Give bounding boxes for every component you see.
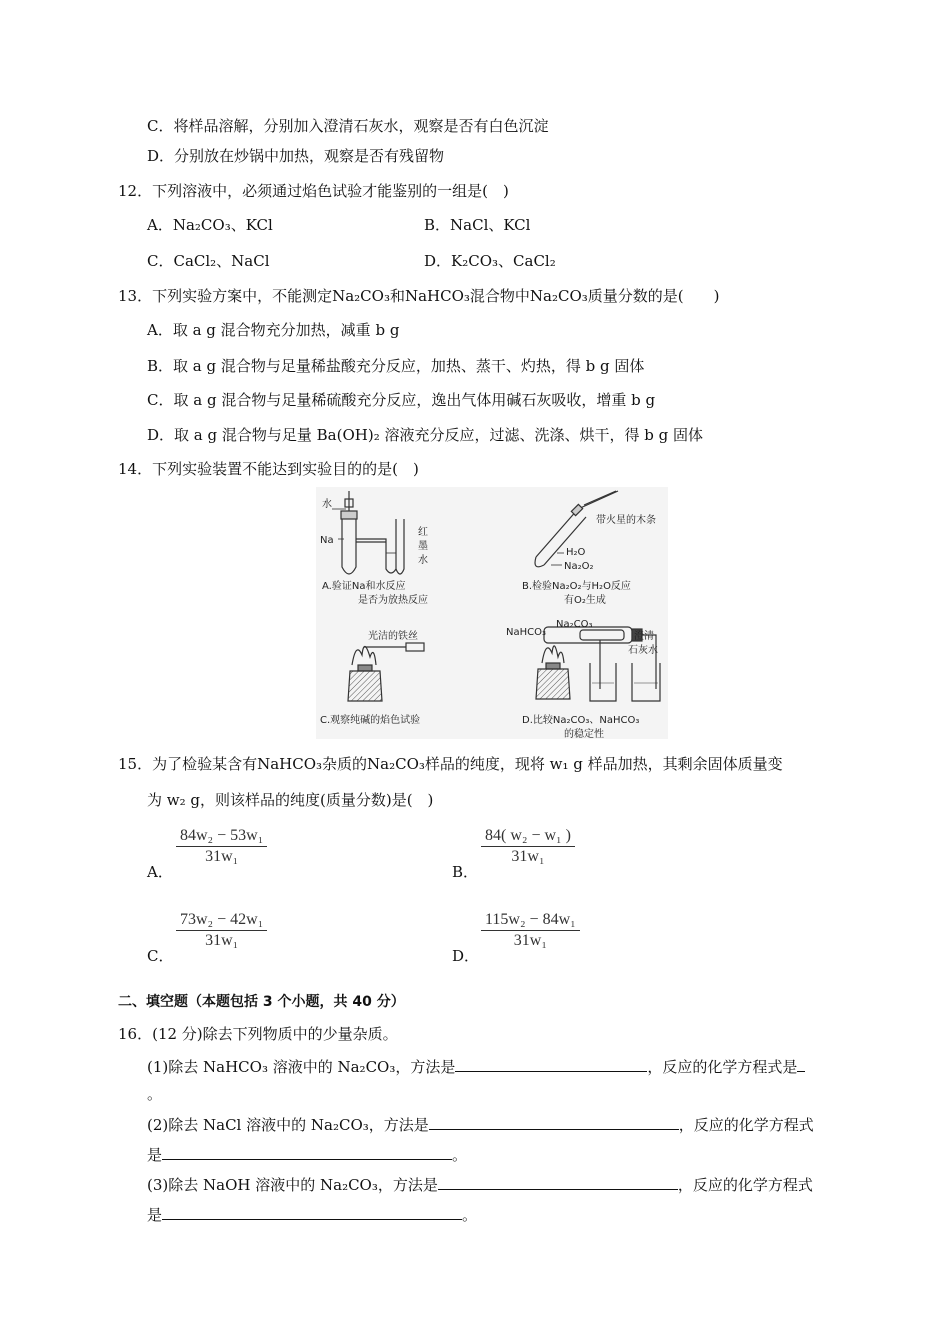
q16-part1 — [147, 1056, 805, 1077]
q13-stem: 13．下列实验方案中，不能测定Na₂CO₃和NaHCO₃混合物中Na₂CO₃质量分数的是( ) — [118, 287, 720, 305]
q15-option-a-label: A． — [147, 863, 173, 881]
q16-part3 — [147, 1174, 813, 1195]
q11-option-d: D．分别放在炒锅中加热，观察是否有残留物 — [147, 147, 445, 165]
q14-stem: 14．下列实验装置不能达到实验目的的是( ) — [118, 460, 419, 478]
q12-option-d: D．K₂CO₃、CaCl₂ — [424, 252, 556, 270]
section-2-heading: 二、填空题（本题包括 3 个小题，共 40 分） — [118, 994, 405, 1010]
q16-part3-prefix: (3)除去 NaOH 溶液中的 Na₂CO₃，方法是 — [147, 1176, 438, 1194]
q15-option-a-fraction — [176, 826, 267, 867]
q13-option-b: B．取 a g 混合物与足量稀盐酸充分反应，加热、蒸干、灼热，得 b g 固体 — [147, 357, 645, 375]
label-b-h2o: H₂O — [566, 547, 586, 558]
q13-option-d: D．取 a g 混合物与足量 Ba(OH)₂ 溶液充分反应，过滤、洗涤、烘干，得 b g 固体 — [147, 426, 703, 444]
panel-c — [348, 643, 424, 701]
q15-a-numerator: 84w₂ − 53w₁ — [176, 826, 267, 847]
q16-part2-line2 — [147, 1144, 467, 1165]
q15-c-numerator: 73w₂ − 42w₁ — [176, 910, 267, 931]
q15-option-b-label: B． — [452, 863, 479, 881]
q16-part1-end: 。 — [147, 1085, 163, 1103]
q16-part2-middle: ，反应的化学方程式 — [678, 1116, 814, 1134]
caption-a-1: A.验证Na和水反应 — [322, 581, 406, 592]
q16-part2-end: 。 — [452, 1146, 468, 1164]
q13-option-c: C．取 a g 混合物与足量稀硫酸充分反应，逸出气体用碱石灰吸收，增重 b g — [147, 391, 656, 409]
q15-option-d-label: D． — [452, 947, 480, 965]
q16-stem: 16．(12 分)除去下列物质中的少量杂质。 — [118, 1025, 398, 1043]
q16-part2-equation-blank[interactable] — [162, 1144, 452, 1160]
caption-b-2: 有O₂生成 — [564, 595, 606, 606]
caption-d-2: 的稳定性 — [564, 729, 604, 739]
apparatus-figure — [316, 487, 668, 739]
q15-option-b-fraction — [481, 826, 575, 867]
q15-option-c-fraction — [176, 910, 267, 951]
q16-part1-middle: ，反应的化学方程式是 — [647, 1058, 798, 1076]
q16-part1-method-blank[interactable] — [455, 1056, 647, 1072]
label-b-splint: 带火星的木条 — [596, 515, 656, 526]
label-d-na2co3: Na₂CO₃ — [556, 619, 593, 630]
q15-b-numerator: 84( w₂ − w₁ ) — [481, 826, 575, 847]
q16-part2-method-blank[interactable] — [429, 1114, 679, 1130]
label-a-ink-1: 红 — [418, 527, 428, 538]
q15-option-d-fraction — [481, 910, 580, 951]
q15-option-c-label: C． — [147, 947, 174, 965]
q15-stem-line2: 为 w₂ g，则该样品的纯度(质量分数)是( ) — [147, 791, 434, 809]
caption-d-1: D.比较Na₂CO₃、NaHCO₃ — [522, 715, 640, 726]
panel-a — [332, 491, 404, 574]
q16-part3-end: 。 — [462, 1206, 478, 1224]
q12-option-a: A．Na₂CO₃、KCl — [147, 216, 273, 234]
q15-d-denominator: 31w₁ — [513, 932, 547, 949]
q13-option-a: A．取 a g 混合物充分加热，减重 b g — [147, 321, 400, 339]
label-a-na: Na — [320, 535, 334, 546]
caption-b-1: B.检验Na₂O₂与H₂O反应 — [522, 581, 631, 592]
label-c-wire: 光洁的铁丝 — [368, 631, 418, 642]
label-a-water: 水 — [322, 499, 332, 510]
q16-part3-method-blank[interactable] — [438, 1174, 678, 1190]
label-d-nahco3: NaHCO₃ — [506, 627, 546, 638]
q12-stem: 12．下列溶液中，必须通过焰色试验才能鉴别的一组是( ) — [118, 182, 509, 200]
label-a-ink-2: 墨 — [418, 541, 428, 552]
q15-c-denominator: 31w₁ — [205, 932, 239, 949]
caption-c: C.观察纯碱的焰色试验 — [320, 715, 421, 726]
label-d-lime-1: 澄清 — [634, 631, 654, 642]
q16-part3-shi: 是 — [147, 1206, 163, 1224]
q16-part2-prefix: (2)除去 NaCl 溶液中的 Na₂CO₃，方法是 — [147, 1116, 429, 1134]
q16-part1-equation-blank[interactable] — [797, 1056, 805, 1072]
label-a-ink-3: 水 — [418, 555, 428, 566]
q16-part2 — [147, 1114, 814, 1135]
q15-d-numerator: 115w₂ − 84w₁ — [481, 910, 580, 931]
q15-b-denominator: 31w₁ — [511, 848, 545, 865]
q15-stem-line1: 15．为了检验某含有NaHCO₃杂质的Na₂CO₃样品的纯度，现将 w₁ g 样品加热，其剩余固体质量变 — [118, 755, 783, 773]
q16-part2-shi: 是 — [147, 1146, 163, 1164]
label-b-na2o2: Na₂O₂ — [564, 561, 594, 572]
q15-a-denominator: 31w₁ — [205, 848, 239, 865]
q12-option-b: B．NaCl、KCl — [424, 216, 531, 234]
label-d-lime-2: 石灰水 — [628, 645, 658, 656]
caption-a-2: 是否为放热反应 — [358, 595, 428, 606]
q16-part3-equation-blank[interactable] — [162, 1204, 462, 1220]
q16-part3-line2 — [147, 1204, 477, 1225]
q16-part1-prefix: (1)除去 NaHCO₃ 溶液中的 Na₂CO₃，方法是 — [147, 1058, 456, 1076]
q16-part3-middle: ，反应的化学方程式 — [677, 1176, 813, 1194]
q11-option-c: C．将样品溶解，分别加入澄清石灰水，观察是否有白色沉淀 — [147, 117, 549, 135]
q12-option-c: C．CaCl₂、NaCl — [147, 252, 270, 270]
